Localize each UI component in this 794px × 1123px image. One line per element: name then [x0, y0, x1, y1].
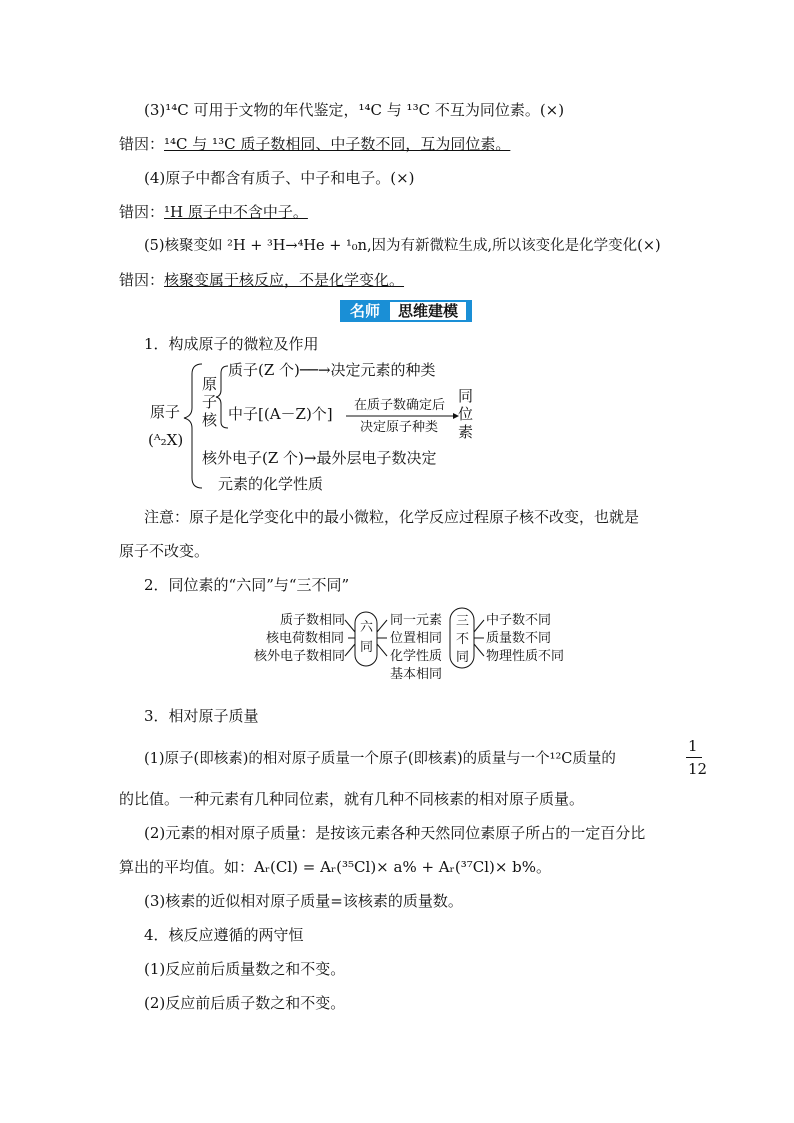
six-same-6a: 化学性质 [390, 649, 443, 664]
sec1-note-1: 注意：原子是化学变化中的最小微粒，化学反应过程原子核不改变，也就是 [144, 508, 640, 526]
sec1-title: 1．构成原子的微粒及作用 [144, 335, 319, 353]
sec4-title: 4．核反应遵循的两守恒 [144, 926, 304, 944]
six-same-2: 核电荷数相同 [266, 631, 345, 646]
arrow-top-label: 在质子数确定后 [354, 398, 446, 413]
q4-reason [119, 202, 308, 222]
sec2-title: 2．同位素的“六同”与“三不同” [144, 576, 350, 594]
section-heading [340, 300, 468, 322]
nucleus-char-3: 核 [202, 411, 218, 429]
q3-statement: (3)¹⁴C 可用于文物的年代鉴定，¹⁴C 与 ¹³C 不互为同位素。(×) [144, 101, 565, 119]
atom-symbol: (ᴬ₂X) [148, 431, 184, 449]
three-diff-2: 质量数不同 [486, 631, 552, 646]
isotope-char-3: 素 [458, 423, 474, 441]
q4-statement: (4)原子中都含有质子、中子和电子。(×) [144, 169, 415, 187]
fraction-denominator: 12 [688, 760, 708, 778]
sec3-p1a: (1)原子(即核素)的相对原子质量一个原子(即核素)的质量与一个¹²C质量的 [144, 751, 616, 767]
heading-right: 思维建模 [390, 300, 468, 322]
neutron-line: 中子[(A－Z)个] [228, 405, 333, 423]
six-same-1: 质子数相同 [280, 613, 346, 628]
six-char-2: 同 [360, 640, 374, 655]
isotope-diagram [250, 606, 580, 686]
sec4-p1: (1)反应前后质量数之和不变。 [144, 960, 346, 978]
sec3-p2b: 算出的平均值。如：Aᵣ(Cl) = Aᵣ(³⁵Cl)× a% + Aᵣ(³⁷Cl)× b%。 [119, 858, 552, 876]
isotope-char-2: 位 [458, 405, 474, 423]
sec1-note-2: 原子不改变。 [119, 542, 210, 560]
three-char-2: 不 [456, 632, 470, 647]
three-diff-3: 物理性质不同 [486, 649, 565, 664]
sec3-p1b: 的比值。一种元素有几种同位素，就有几种不同核素的相对原子质量。 [119, 790, 585, 808]
atom-structure-diagram [140, 360, 500, 495]
reason-label: 错因： [119, 135, 165, 153]
nucleus-char-1: 原 [202, 375, 218, 393]
three-char-3: 同 [456, 650, 470, 665]
nucleus-char-2: 子 [202, 393, 218, 411]
reason-label: 错因： [119, 271, 165, 289]
arrow-bottom-label: 决定原子种类 [360, 420, 439, 435]
six-same-4: 同一元素 [390, 613, 443, 628]
q5-statement: (5)核聚变如 ²H + ³H→⁴He + ¹₀n,因为有新微粒生成,所以该变化是化学变化(×) [144, 238, 661, 254]
six-same-3: 核外电子数相同 [254, 649, 346, 664]
q5-reason [119, 270, 404, 290]
atom-label: 原子 [150, 403, 181, 421]
reason-label: 错因： [119, 203, 165, 221]
q3-reason [119, 134, 510, 154]
three-char-1: 三 [456, 614, 470, 629]
proton-line: 质子(Z 个)──→决定元素的种类 [228, 361, 436, 379]
six-same-6b: 基本相同 [390, 667, 443, 682]
reason-text: ¹H 原子中不含中子。 [164, 203, 308, 221]
sec3-p3: (3)核素的近似相对原子质量=该核素的质量数。 [144, 892, 463, 910]
six-char-1: 六 [360, 620, 374, 635]
reason-text: ¹⁴C 与 ¹³C 质子数相同、中子数不同，互为同位素。 [164, 135, 511, 153]
electron-line-2: 元素的化学性质 [218, 475, 324, 493]
heading-left: 名师 [340, 300, 390, 322]
six-same-5: 位置相同 [390, 631, 443, 646]
fraction-bar [686, 757, 702, 758]
electron-line: 核外电子(Z 个)→最外层电子数决定 [202, 449, 437, 467]
sec4-p2: (2)反应前后质子数之和不变。 [144, 994, 346, 1012]
fraction-numerator: 1 [688, 737, 698, 755]
three-diff-1: 中子数不同 [486, 613, 552, 628]
sec3-title: 3．相对原子质量 [144, 707, 259, 725]
sec3-p2a: (2)元素的相对原子质量：是按该元素各种天然同位素原子所占的一定百分比 [144, 824, 646, 842]
isotope-char-1: 同 [458, 387, 474, 405]
reason-text: 核聚变属于核反应，不是化学变化。 [164, 271, 405, 289]
